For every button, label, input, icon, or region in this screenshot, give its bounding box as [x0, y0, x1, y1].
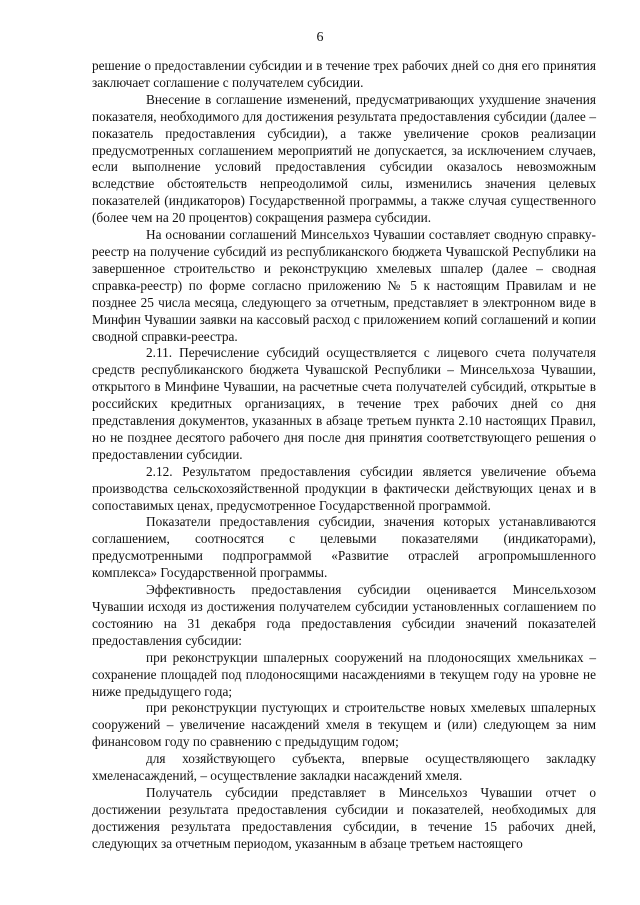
paragraph-indicators: Показатели предоставления субсидии, значения которых устанавливаются соглашением, соотносятся с целевыми показателями (индикаторами), предусмотренными подпрограммой «Развитие отраслей агропромышленного комплекса» Государственной программы. [92, 514, 596, 581]
paragraph-report: Получатель субсидии представляет в Минсельхоз Чувашии отчет о достижении результата предоставления субсидии и показателей, необходимых для достижения результата предоставления субсидии, в течение 15 рабочих дней, следующих за отчетным периодом, указанным в абзаце третьем настоящего [92, 784, 596, 851]
paragraph-summary-registry: На основании соглашений Минсельхоз Чувашии составляет сводную справку-реестр на получение субсидий из республиканского бюджета Чувашской Республики на завершенное строительство и реконструкцию хмелевых шпалер (далее – сводная справка-реестр) по форме согласно приложению № 5 к настоящим Правилам и не позднее 25 числа месяца, следующего за отчетным, представляет в электронном виде в Минфин Чувашии заявки на кассовый расход с приложением копий соглашений и копии сводной справки-реестра. [92, 227, 596, 344]
paragraph-2-12-result: 2.12. Результатом предоставления субсидии является увеличение объема производства сельскохозяйственной продукции в фактически действующих ценах и в сопоставимых ценах, предусмотренное Государственной программой. [92, 463, 596, 513]
page-number: 6 [316, 30, 324, 45]
paragraph-continuation: решение о предоставлении субсидии и в течение трех рабочих дней со дня его принятия заключает соглашение с получателем субсидии. [92, 58, 596, 90]
paragraph-reconstruction-empty: при реконструкции пустующих и строительстве новых хмелевых шпалерных сооружений – увеличение насаждений хмеля в текущем и (или) следующем за ним финансовом году по сравнению с предыдущим годом; [92, 700, 596, 750]
document-body [92, 58, 596, 853]
paragraph-reconstruction-fruiting: при реконструкции шпалерных сооружений на плодоносящих хмельниках – сохранение площадей под плодоносящими насаждениями в текущем году на уровне не ниже предыдущего года; [92, 649, 596, 699]
paragraph-2-11-transfer: 2.11. Перечисление субсидий осуществляется с лицевого счета получателя средств республиканского бюджета Чувашской Республики – Минсельхоза Чувашии, открытого в Минфине Чувашии, на расчетные счета получателей субсидий, открытые в российских кредитных организациях, в течение трех рабочих дней со дня представления документов, указанных в абзаце третьем пункта 2.10 настоящих Правил, но не позднее десятого рабочего дня после дня принятия соответствующего решения о предоставлении субсидии. [92, 345, 596, 462]
paragraph-amendments: Внесение в соглашение изменений, предусматривающих ухудшение значения показателя, необходимого для достижения результата предоставления субсидии (далее – показатель предоставления субсидии), а также увеличение сроков реализации предусмотренных соглашением мероприятий не допускается, за исключением случаев, если выполнение условий предоставления субсидии оказалось невозможным вследствие обстоятельств непреодолимой силы, изменились значения целевых показателей (индикаторов) Государственной программы, а также случая существенного (более чем на 20 процентов) сокращения размера субсидии. [92, 91, 596, 226]
paragraph-new-planting: для хозяйствующего субъекта, впервые осуществляющего закладку хмеленасаждений, – осуществление закладки насаждений хмеля. [92, 751, 596, 784]
paragraph-efficiency: Эффективность предоставления субсидии оценивается Минсельхозом Чувашии исходя из достижения получателем субсидии установленных соглашением по состоянию на 31 декабря года предоставления субсидии значений показателей предоставления субсидии: [92, 582, 596, 648]
